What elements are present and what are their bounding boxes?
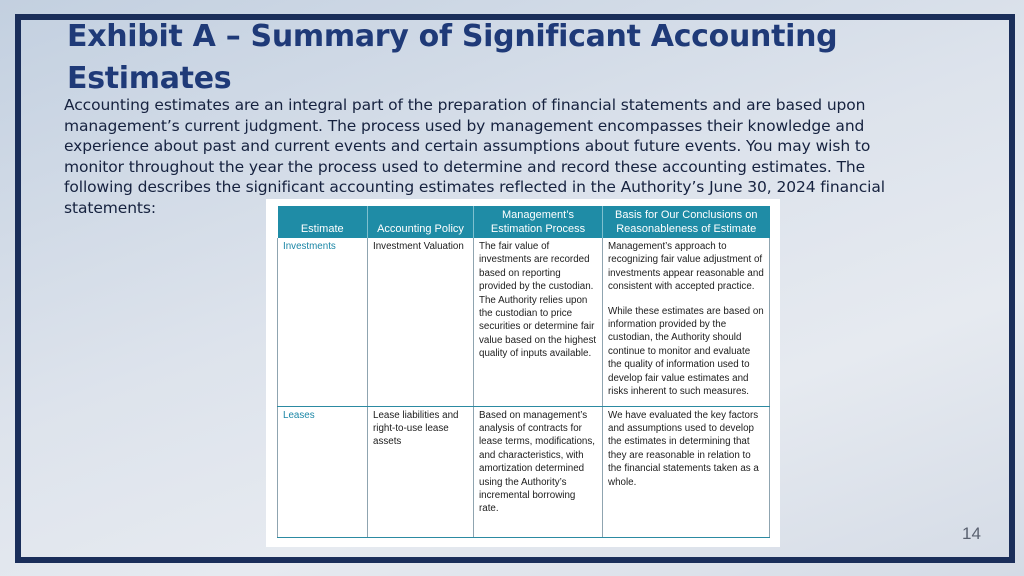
estimate-cell: Leases — [278, 406, 368, 537]
intro-paragraph: Accounting estimates are an integral part of the preparation of financial statements and are based upon management’s current judgment. The process used by management encompasses their knowledge and experience about past and current events and certain assumptions about future events. You may wish to monitor throughout the year the process used to determine and record these accounting estimates. The following describes the significant accounting estimates reflected in the Authority’s June 30, 2024 financial statements: — [64, 96, 885, 217]
process-cell: Based on management’s analysis of contracts for lease terms, modifications, and characteristics, with amortization determined using the Authority’s incremental borrowing rate. — [474, 406, 603, 537]
slide-title: Exhibit A – Summary of Significant Accounting Estimates — [67, 19, 838, 96]
estimates-table — [277, 206, 770, 538]
estimate-cell: Investments — [278, 238, 368, 406]
header-basis-for-conclusions: Basis for Our Conclusions on Reasonableness of Estimate — [603, 206, 770, 238]
policy-cell: Investment Valuation — [368, 238, 474, 406]
table-row-leases — [278, 406, 770, 537]
page-number: 14 — [962, 524, 981, 543]
basis-paragraph: While these estimates are based on information provided by the custodian, the Authority should continue to monitor and evaluate the quality of information used to develop fair value estimates and risks inherent to such measures. — [608, 305, 764, 398]
basis-paragraph: We have evaluated the key factors and assumptions used to develop the estimates in determining that they are reasonable in relation to the financial statements taken as a whole. — [608, 409, 759, 488]
header-accounting-policy: Accounting Policy — [368, 206, 474, 238]
table-row-investments — [278, 238, 770, 406]
process-cell: The fair value of investments are recorded based on reporting provided by the custodian. The Authority relies upon the custodian to price securities or determine fair value based on the highest quality of inputs available. — [474, 238, 603, 406]
header-estimate: Estimate — [278, 206, 368, 238]
estimates-table-image — [266, 199, 780, 547]
basis-paragraph: Management’s approach to recognizing fair value adjustment of investments appear reasonable and consistent with accepted practice. — [608, 241, 764, 293]
table-header-row — [278, 206, 770, 238]
policy-cell: Lease liabilities and right-to-use lease assets — [368, 406, 474, 537]
header-estimation-process: Management’s Estimation Process — [474, 206, 603, 238]
basis-cell — [603, 406, 770, 537]
basis-cell — [603, 238, 770, 406]
